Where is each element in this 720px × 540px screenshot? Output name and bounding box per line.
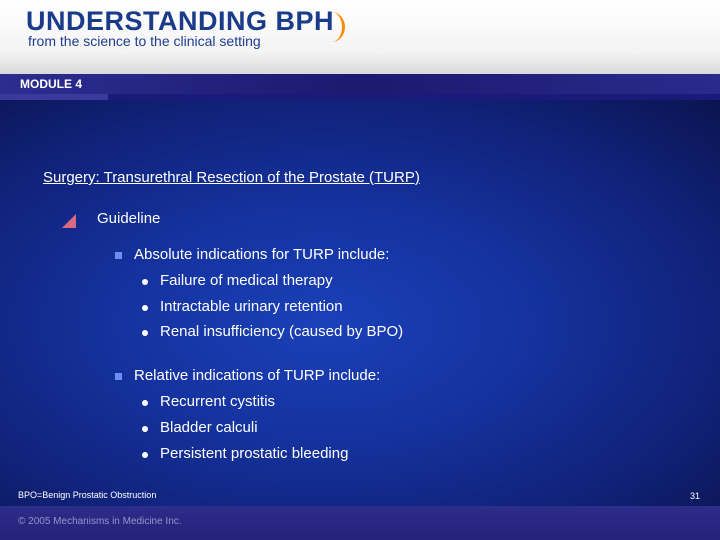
round-bullet-icon (142, 400, 148, 406)
slide-title: Surgery: Transurethral Resection of the Prostate (TURP) (43, 169, 420, 186)
relative-indications-heading: Relative indications of TURP include: (134, 367, 381, 384)
header-banner (0, 0, 720, 74)
swoosh-logo-icon (318, 12, 345, 42)
footer-bar (0, 506, 720, 540)
copyright-text: © 2005 Mechanisms in Medicine Inc. (18, 516, 182, 527)
list-item: Intractable urinary retention (160, 298, 343, 315)
square-bullet-icon (115, 373, 122, 380)
round-bullet-icon (142, 452, 148, 458)
list-item: Bladder calculi (160, 419, 258, 436)
round-bullet-icon (142, 279, 148, 285)
absolute-indications-heading: Absolute indications for TURP include: (134, 246, 390, 263)
module-bar (0, 74, 720, 94)
footnote: BPO=Benign Prostatic Obstruction (18, 490, 157, 500)
round-bullet-icon (142, 330, 148, 336)
list-item: Failure of medical therapy (160, 272, 333, 289)
list-item: Renal insufficiency (caused by BPO) (160, 323, 404, 340)
slide-content-area (0, 100, 720, 506)
brand-title: UNDERSTANDING BPH (26, 6, 335, 36)
round-bullet-icon (142, 305, 148, 311)
square-bullet-icon (115, 252, 122, 259)
round-bullet-icon (142, 426, 148, 432)
brand-tagline: from the science to the clinical setting (28, 33, 261, 49)
list-item: Recurrent cystitis (160, 393, 276, 410)
triangle-bullet-icon (62, 214, 76, 228)
page-number: 31 (689, 491, 700, 501)
guideline-heading: Guideline (97, 210, 161, 227)
module-label: MODULE 4 (20, 77, 83, 91)
list-item: Persistent prostatic bleeding (160, 445, 349, 462)
